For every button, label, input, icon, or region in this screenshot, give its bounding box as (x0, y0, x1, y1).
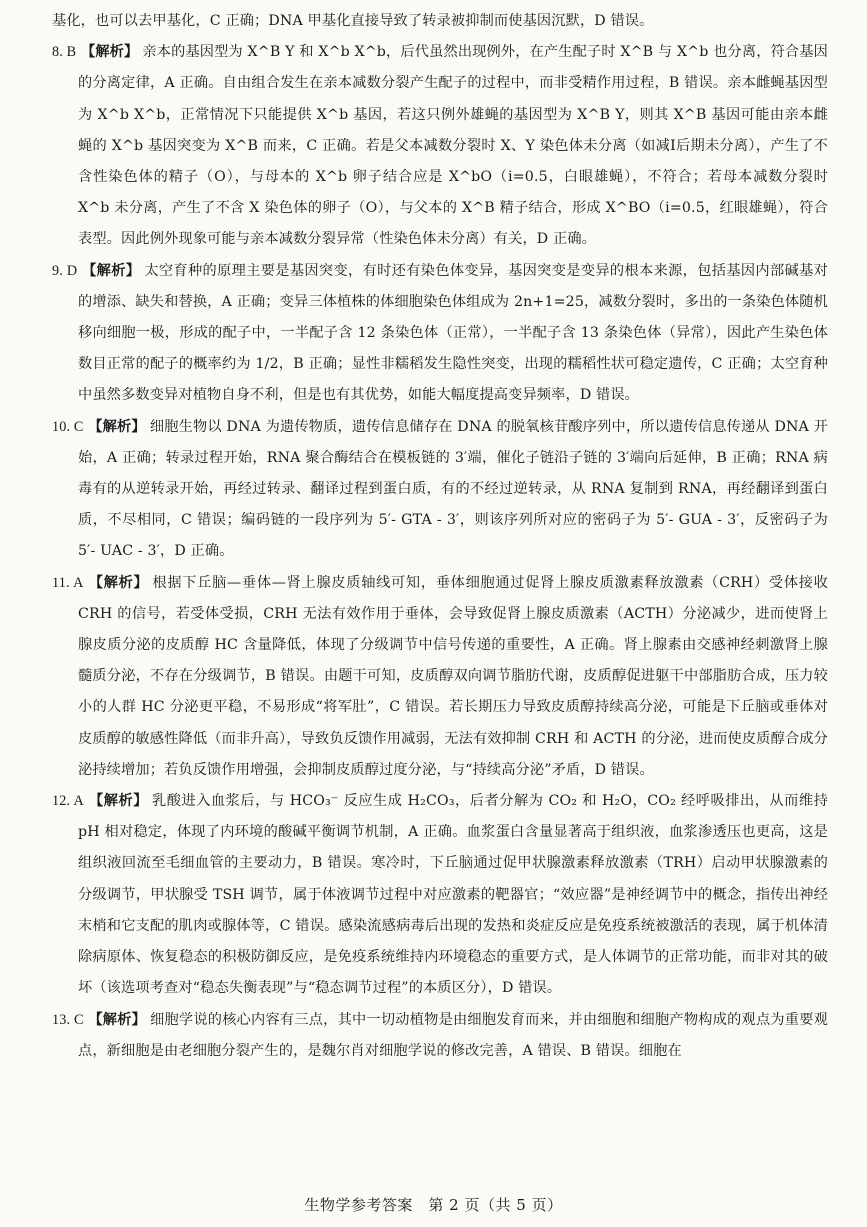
question-number: 10. C (52, 418, 84, 435)
question-number: 8. B (52, 44, 77, 61)
question-number: 9. D (52, 262, 78, 279)
answer-content (52, 6, 828, 1067)
answer-text: 亲本的基因型为 X^B Y 和 X^b X^b，后代虽然出现例外，在产生配子时 X^B 与 X^b 也分离，符合基因的分离定律，A 正确。自由组合发生在亲本减数分裂产生配子的过程中，而非受精作用过程，B 错误。亲本雌蝇基因型为 X^b X^b，正常情况下只能提供 X^b 基因，若这只例外雄蝇的基因型为 X^B Y，则其 X^B 基因可能由亲本雌蝇的 X^b 基因突变为 X^B 而来，C 正确。若是父本减数分裂时 X、Y 染色体未分离（如减Ⅰ后期未分离），产生了不含性染色体的精子（O），与母本的 X^b 卵子结合应是 X^bO（i=0.5，白眼雄蝇），不符合；若母本减数分裂时 X^b 未分离，产生了不含 X 染色体的卵子（O），与父本的 X^B 精子结合，形成 X^BO（i=0.5，红眼雄蝇），符合表型。因此例外现象可能与亲本减数分裂异常（性染色体未分离）有关，D 正确。 (78, 44, 828, 248)
answer-text: 根据下丘脑—垂体—肾上腺皮质轴线可知，垂体细胞通过促肾上腺皮质激素释放激素（CRH）受体接收 CRH 的信号，若受体受损，CRH 无法有效作用于垂体，会导致促肾上腺皮质激素（ACTH）分泌减少，进而使肾上腺皮质分泌的皮质醇 HC 含量降低，体现了分级调节中信号传递的重要性，A 正确。肾上腺素由交感神经刺激肾上腺髓质分泌，不存在分级调节，B 错误。由题干可知，皮质醇双向调节脂肪代谢，皮质醇促进躯干中部脂肪合成，压力较小的人群 HC 分泌更平稳，不易形成“将军肚”，C 错误。若长期压力导致皮质醇持续高分泌，可能是下丘脑或垂体对皮质醇的敏感性降低（而非升高），导致负反馈作用减弱，无法有效抑制 CRH 和 ACTH 的分泌，进而使皮质醇合成分泌持续增加；若负反馈作用增强，会抑制皮质醇过度分泌，与“持续高分泌”矛盾，D 错误。 (78, 574, 828, 778)
answer-text: 细胞学说的核心内容有三点，其中一切动植物是由细胞发育而来，并由细胞和细胞产物构成的观点为重要观点，新细胞是由老细胞分裂产生的，是魏尔肖对细胞学说的修改完善，A 错误、B 错误。细胞在 (78, 1011, 828, 1059)
answer-item-8 (52, 37, 828, 255)
answer-item-11 (52, 568, 828, 786)
question-number: 12. A (52, 793, 84, 810)
analysis-tag: 【解析】 (80, 44, 139, 61)
analysis-tag: 【解析】 (82, 262, 141, 279)
answer-text: 细胞生物以 DNA 为遗传物质，遗传信息储存在 DNA 的脱氧核苷酸序列中，所以遗传信息传递从 DNA 开始，A 正确；转录过程开始，RNA 聚合酶结合在模板链的 3′端，催化子链沿子链的 3′端向后延伸，B 正确；RNA 病毒有的从逆转录开始，再经过转录、翻译过程到蛋白质，有的不经过逆转录，从 RNA 复制到 RNA，再经翻译到蛋白质，不尽相同，C 错误；编码链的一段序列为 5′- GTA - 3′，则该序列所对应的密码子为 5′- GUA - 3′，反密码子为 5′- UAC - 3′，D 正确。 (78, 418, 829, 560)
question-number: 11. A (52, 574, 84, 591)
question-number: 13. C (52, 1011, 84, 1028)
answer-item-10 (52, 412, 828, 568)
analysis-tag: 【解析】 (88, 793, 148, 810)
answer-text: 太空育种的原理主要是基因突变，有时还有染色体变异，基因突变是变异的根本来源，包括基因内部碱基对的增添、缺失和替换，A 正确；变异三体植株的体细胞染色体组成为 2n+1=25，减数分裂时，多出的一条染色体随机移向细胞一极，形成的配子中，一半配子含 12 条染色体（正常），一半配子含 13 条染色体（异常），因此产生染色体数目正常的配子的概率约为 1/2，B 正确；显性非糯稻发生隐性突变，出现的糯稻性状可稳定遗传，C 正确；太空育种中虽然多数变异对植物自身不利，但是也有其优势，如能大幅度提高变异频率，D 错误。 (78, 262, 828, 404)
page-footer: 生物学参考答案 第 2 页（共 5 页） (304, 1196, 563, 1214)
analysis-tag: 【解析】 (88, 1011, 147, 1028)
analysis-tag: 【解析】 (88, 418, 146, 435)
answer-item-9 (52, 256, 828, 412)
analysis-tag: 【解析】 (88, 574, 149, 591)
answer-text: 乳酸进入血浆后，与 HCO₃⁻ 反应生成 H₂CO₃，后者分解为 CO₂ 和 H₂O，CO₂ 经呼吸排出，从而维持 pH 相对稳定，体现了内环境的酸碱平衡调节机制，A 正确。血浆蛋白含量显著高于组织液，血浆渗透压也更高，这是组织液回流至毛细血管的主要动力，B 错误。寒冷时，下丘脑通过促甲状腺激素释放激素（TRH）启动甲状腺激素的分级调节，甲状腺受 TSH 调节，属于体液调节过程中对应激素的靶器官；“效应器”是神经调节中的概念，指传出神经末梢和它支配的肌肉或腺体等，C 错误。感染流感病毒后出现的发热和炎症反应是免疫系统被激活的表现，属于机体清除病原体、恢复稳态的积极防御反应，是免疫系统维持内环境稳态的重要方式，是人体调节的正常功能，而非对其的破坏（该选项考查对“稳态失衡表现”与“稳态调节过程”的本质区分），D 错误。 (78, 793, 829, 997)
answer-item-12 (52, 786, 828, 1004)
lead-paragraph: 基化，也可以去甲基化，C 正确；DNA 甲基化直接导致了转录被抑制而使基因沉默，D 错误。 (52, 13, 654, 29)
answer-item-13 (52, 1005, 828, 1067)
